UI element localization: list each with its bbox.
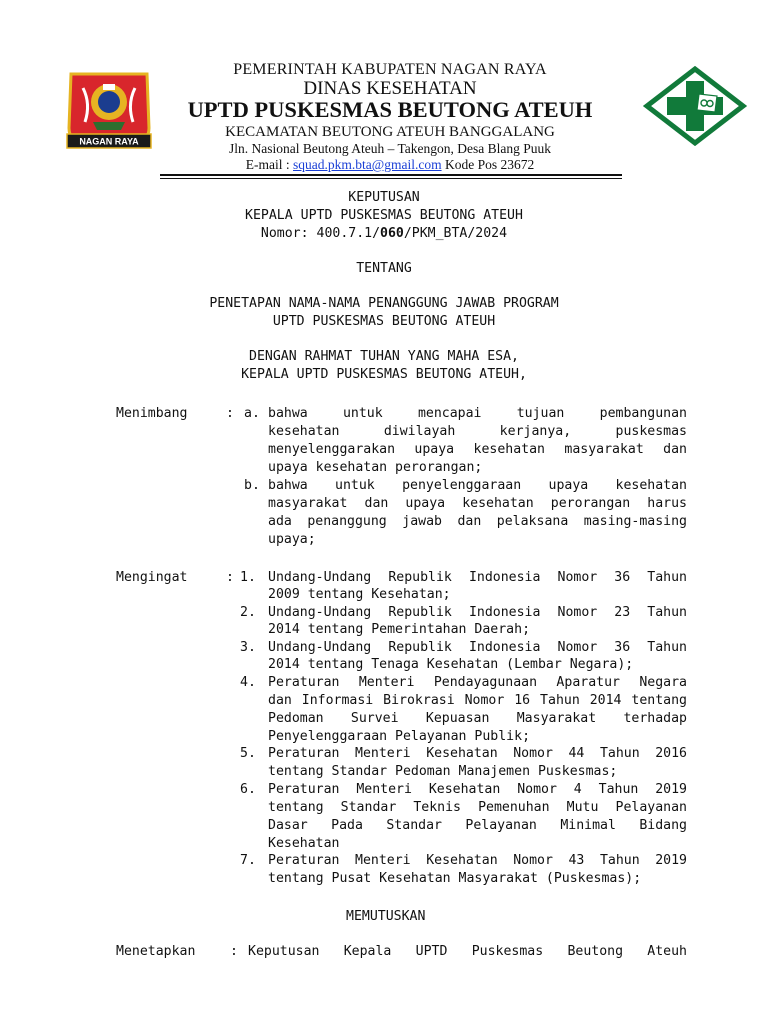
letterhead-rule-thin [160,178,622,179]
mengingat-1-line-1: Undang-Undang Republik Indonesia Nomor 36 Tahun [268,570,687,585]
menetapkan-colon: : [230,944,238,959]
postal-code: Kode Pos 23672 [444,157,535,172]
mengingat-6-line-3: Dasar Pada Standar Pelayanan Minimal Bidang [268,818,687,833]
mengingat-marker-3: 3. [240,640,256,655]
letterhead-rule-thick [160,174,622,176]
mengingat-6-line-2: tentang Standar Teknis Pemenuhan Mutu Pelayanan [268,800,687,815]
menimbang-marker-b: b. [244,478,260,493]
decree-title: KEPUTUSAN [348,190,420,205]
mengingat-marker-5: 5. [240,746,256,761]
mengingat-marker-2: 2. [240,605,256,620]
decree-subject-2: UPTD PUSKESMAS BEUTONG ATEUH [272,314,496,329]
letterhead-agency: DINAS KESEHATAN [303,78,477,99]
mengingat-colon: : [226,570,234,585]
mengingat-3-line-2: 2014 tentang Tenaga Kesehatan (Lembar Negara); [268,657,634,672]
mengingat-marker-1: 1. [240,570,256,585]
menimbang-a-line-3: menyelenggarakan upaya kesehatan masyarakat dan [268,442,687,457]
mengingat-2-line-2: 2014 tentang Pemerintahan Daerah; [268,622,531,637]
menimbang-b-line-3: ada penanggung jawab dan pelaksana masing-masing [268,514,687,529]
letterhead-government: PEMERINTAH KABUPATEN NAGAN RAYA [233,61,547,78]
decree-issuer: KEPALA UPTD PUSKESMAS BEUTONG ATEUH [245,208,523,223]
mengingat-4-line-4: Penyelenggaraan Pelayanan Publik; [268,729,531,744]
mengingat-marker-6: 6. [240,782,256,797]
letterhead-institution: UPTD PUSKESMAS BEUTONG ATEUH [187,97,593,122]
mengingat-7-line-1: Peraturan Menteri Kesehatan Nomor 43 Tahun 2019 [268,853,687,868]
mengingat-marker-4: 4. [240,675,256,690]
mengingat-4-line-2: dan Informasi Birokrasi Nomor 16 Tahun 2014 tentang [268,693,687,708]
mengingat-4-line-3: Pedoman Survei Kepuasan Masyarakat terhadap [268,711,687,726]
mengingat-5-line-2: tentang Standar Pedoman Manajemen Puskesmas; [268,764,618,779]
menimbang-label: Menimbang [116,406,188,421]
email-link[interactable]: squad.pkm.bta@gmail.com [293,157,442,172]
mengingat-5-line-1: Peraturan Menteri Kesehatan Nomor 44 Tahun 2016 [268,746,687,761]
puskesmas-logo [643,66,747,146]
mengingat-7-line-2: tentang Pusat Kesehatan Masyarakat (Puskesmas); [268,871,642,886]
mengingat-6-line-4: Kesehatan [268,836,340,851]
decree-subject-1: PENETAPAN NAMA-NAMA PENANGGUNG JAWAB PROGRAM [209,296,559,311]
menimbang-b-line-1: bahwa untuk penyelenggaraan upaya kesehatan [268,478,687,493]
mengingat-2-line-1: Undang-Undang Republik Indonesia Nomor 23 Tahun [268,605,687,620]
menetapkan-label: Menetapkan [116,944,196,959]
logo-left-caption: NAGAN RAYA [79,136,139,147]
letterhead-contact [160,157,620,173]
decree-about: TENTANG [356,261,412,276]
nagan-raya-logo [63,68,155,152]
decree-blessing-2: KEPALA UPTD PUSKESMAS BEUTONG ATEUH, [241,367,527,382]
decree-number-bold: 060 [380,226,404,241]
mengingat-6-line-1: Peraturan Menteri Kesehatan Nomor 4 Tahun 2019 [268,782,687,797]
letterhead [0,0,768,180]
mengingat-1-line-2: 2009 tentang Kesehatan; [268,587,451,602]
mengingat-label: Mengingat [116,570,188,585]
letterhead-address: Jln. Nasional Beutong Ateuh – Takengon, Desa Blang Puuk [228,141,552,156]
memutuskan-heading: MEMUTUSKAN [346,909,426,924]
menimbang-a-line-1: bahwa untuk mencapai tujuan pembangunan [268,406,687,421]
mengingat-4-line-1: Peraturan Menteri Pendayagunaan Aparatur Negara [268,675,687,690]
menimbang-b-line-4: upaya; [268,532,316,547]
decree-number [0,226,768,241]
mengingat-3-line-1: Undang-Undang Republik Indonesia Nomor 36 Tahun [268,640,687,655]
menetapkan-text: Keputusan Kepala UPTD Puskesmas Beutong Ateuh [248,944,687,959]
menimbang-marker-a: a. [244,406,260,421]
menimbang-a-line-2: kesehatan diwilayah kerjanya, puskesmas [268,424,687,439]
menimbang-colon: : [226,406,234,421]
menimbang-a-line-4: upaya kesehatan perorangan; [268,460,483,475]
letterhead-district: KECAMATAN BEUTONG ATEUH BANGGALANG [225,124,555,140]
decree-number-prefix: Nomor: 400.7.1/ [260,226,381,241]
decree-blessing-1: DENGAN RAHMAT TUHAN YANG MAHA ESA, [249,349,519,364]
decree-number-suffix: /PKM_BTA/2024 [403,226,508,241]
email-prefix: E-mail : [245,157,290,172]
menimbang-b-line-2: masyarakat dan upaya kesehatan perorangan harus [268,496,687,511]
mengingat-marker-7: 7. [240,853,256,868]
